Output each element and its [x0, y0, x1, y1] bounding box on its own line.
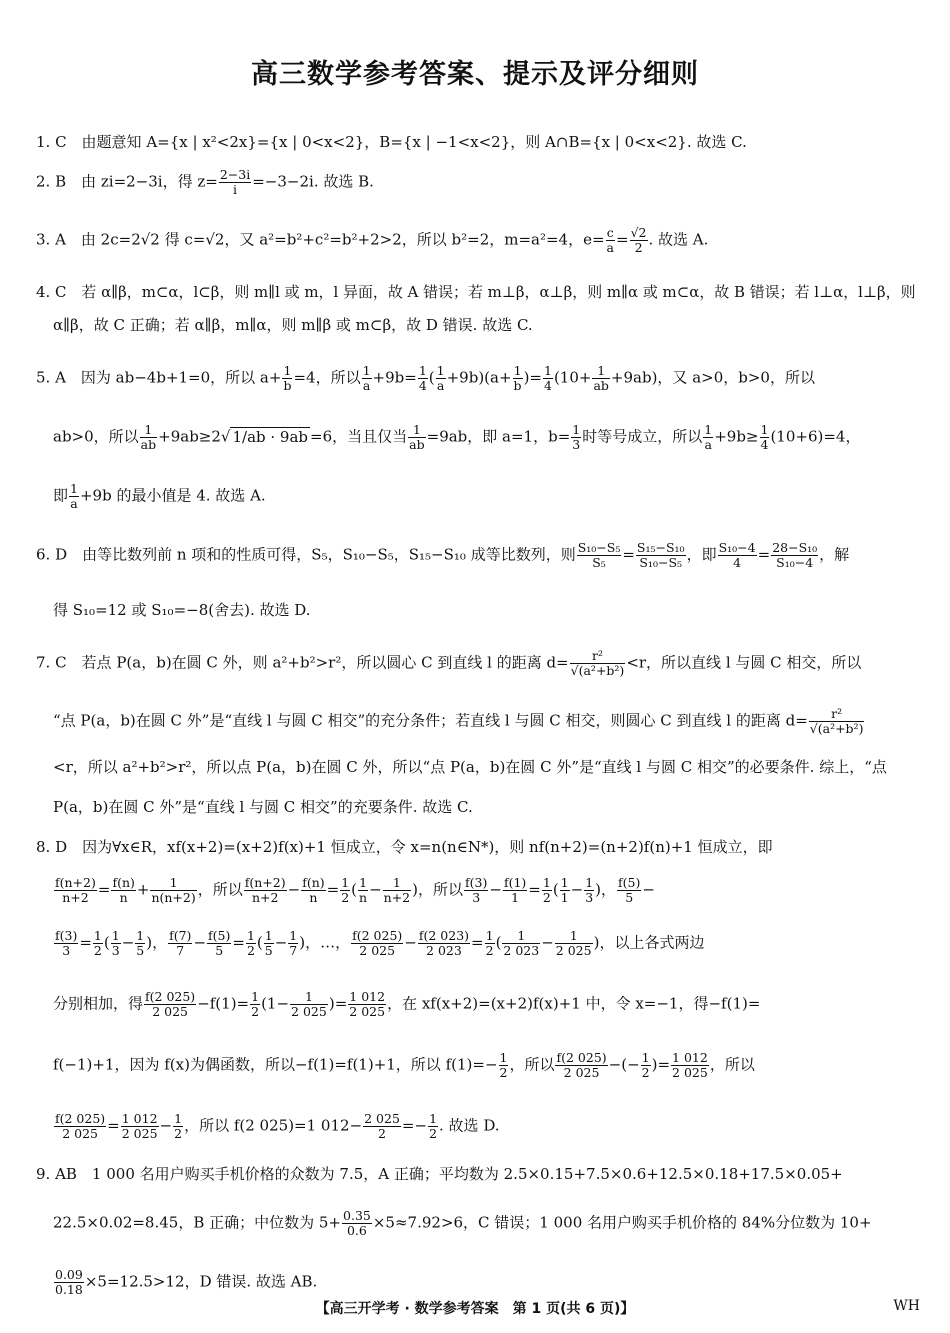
- answer-6-line-2: 得 S₁₀=12 或 S₁₀=−8(舍去). 故选 D.: [53, 601, 311, 619]
- answer-7: [36, 649, 916, 818]
- answer-2-line: [36, 168, 916, 197]
- answer-9: [36, 1163, 916, 1297]
- fraction: $\frac{c}{a}$: [606, 225, 614, 255]
- fraction: $\frac{1}{5}$: [264, 928, 273, 958]
- answer-3-text-a: 3. A 由 2c=2√2 得 c=√2，又 a²=b²+c²=b²+2>2，所以 b²=2，m=a²=4，e=: [36, 230, 605, 249]
- fraction: $\frac{1}{ab}$: [140, 422, 157, 452]
- fraction: $\frac{1}{2}$: [485, 928, 494, 958]
- page-title: 高三数学参考答案、提示及评分细则: [251, 59, 699, 90]
- fraction: $\frac{1}{a}$: [704, 422, 713, 452]
- answer-9-line-3: $\frac{0.09}{0.18}$ ×5=12.5>12，D 错误. 故选 AB.: [55, 1267, 318, 1297]
- fraction: $\frac{1}{2}$: [641, 1050, 650, 1080]
- answer-9-line-2: 22.5×0.02=8.45，B 正确；中位数为 5+ $\frac{0.35}{0.6}$ ×5≈7.92>6，C 错误；1 000 名用户购买手机价格的 84%分位数为 10+: [53, 1208, 872, 1238]
- answer-5-line-2: ab>0，所以 $\frac{1}{ab}$ +9ab≥2√ 1/ab · 9ab =6，当且仅当 $\frac{1}{ab}$ =9ab，即 a=1，b= $\frac{1}{3}$ 时等号成立，所以 $\frac{1}{a}$ +9b≥ $\frac{1}{4}$ (10+6)=4，: [53, 422, 861, 452]
- fraction: $\frac{1}{5}$: [136, 928, 145, 958]
- fraction: $\frac{1}{2 025}$: [555, 928, 592, 958]
- fraction: $\frac{1}{2}$: [542, 875, 551, 905]
- answer-4-line-1: 4. C 若 α∥β，m⊂α，l⊂β，则 m∥l 或 m，l 异面，故 A 错误；若 m⊥β，α⊥β，则 m∥α 或 m⊂α，故 B 错误；若 l⊥α，l⊥β，则: [36, 283, 916, 301]
- answer-7-line-1: 7. C 若点 P(a，b)在圆 C 外，则 a²+b²>r²，所以圆心 C 到直线 l 的距离 d= $\frac{\text{r²}}{\text{√(a²+b²)}}$ <r，所以直线 l 与圆 C 相交，所以: [36, 648, 862, 678]
- fraction: $\frac{1}{7}$: [289, 928, 298, 958]
- fraction: $\frac{1}{4}$: [418, 363, 427, 393]
- square-root: 1/ab · 9ab: [232, 427, 309, 446]
- answer-4: [36, 281, 916, 336]
- fraction: $\frac{√2}{2}$: [630, 225, 647, 255]
- fraction: $\frac{f(5)}{5}$: [208, 928, 231, 958]
- fraction: $\frac{1}{4}$: [760, 422, 769, 452]
- fraction: $\frac{1}{2}$: [341, 875, 350, 905]
- fraction: $\frac{1}{a}$: [436, 363, 445, 393]
- answer-8-line-4: 分别相加，得 $\frac{f(2 025)}{2 025}$ −f(1)= $\frac{1}{2}$ (1− $\frac{1}{2 025}$ )= $\frac{1 012}{2 025}$ ，在 xf(x+2)=(x+2)f(x)+1 中，令 x=−1，得−f(1)=: [53, 989, 761, 1019]
- answer-9-line-1: 9. AB 1 000 名用户购买手机价格的众数为 7.5，A 正确；平均数为 2.5×0.15+7.5×0.6+12.5×0.18+17.5×0.05+: [36, 1165, 843, 1183]
- fraction: $\frac{f(2 025)}{2 025}$: [352, 928, 403, 958]
- answer-7-line-2: “点 P(a，b)在圆 C 外”是“直线 l 与圆 C 相交”的充分条件；若直线 l 与圆 C 相交，则圆心 C 到直线 l 的距离 d= $\frac{\text{r²}}{\text{√(a²+b²)}}$: [53, 706, 864, 736]
- fraction: $\frac{1}{n}$: [359, 875, 368, 905]
- fraction: $\frac{1}{b}$: [283, 363, 292, 393]
- fraction: $\frac{1}{2}$: [246, 928, 255, 958]
- fraction: $\frac{\text{S₁₅−S₁₀}}{\text{S₁₀−S₅}}$: [636, 540, 685, 570]
- fraction: $\frac{1}{2 023}$: [503, 928, 540, 958]
- fraction: $\frac{f(3)}{3}$: [465, 875, 488, 905]
- answer-1: [36, 131, 916, 153]
- answer-2-text-b: =−3−2i. 故选 B.: [252, 172, 374, 191]
- fraction: $\frac{1}{3}$: [111, 928, 120, 958]
- fraction: $\frac{2 025}{2}$: [364, 1111, 400, 1141]
- fraction: $\frac{f(2 025)}{2 025}$: [556, 1050, 607, 1080]
- fraction: $\frac{f(n)}{n}$: [112, 875, 135, 905]
- fraction: $\frac{1}{2}$: [429, 1111, 438, 1141]
- answer-7-line-4: P(a，b)在圆 C 外”是“直线 l 与圆 C 相交”的充要条件. 故选 C.: [53, 798, 473, 816]
- fraction: $\frac{0.09}{0.18}$: [55, 1267, 83, 1297]
- fraction: $\frac{f(1)}{1}$: [503, 875, 527, 905]
- answer-8-line-3: $\frac{f(3)}{3}$ = $\frac{1}{2}$ ( $\frac{1}{3}$ − $\frac{1}{5}$ )， $\frac{f(7)}{7}$ − $\frac{f(5)}{5}$ = $\frac{1}{2}$ ( $\frac{1}{5}$ − $\frac{1}{7}$ )，…， $\frac{f(2 025)}{2 025}$ − $\frac{f(2 023)}{2 023}$ = $\frac{1}{2}$ ( $\frac{1}{2 023}$ − $\frac{1}{2 025}$ )，以上各式两边: [55, 928, 705, 958]
- answer-3-text-b: . 故选 A.: [648, 230, 709, 249]
- fraction: $\frac{1}{2}$: [499, 1050, 508, 1080]
- fraction: $\frac{\text{r²}}{\text{√(a²+b²)}}$: [570, 648, 625, 678]
- fraction: $\frac{\text{r²}}{\text{√(a²+b²)}}$: [809, 706, 864, 736]
- answer-8-line-5: f(−1)+1，因为 f(x)为偶函数，所以−f(1)=f(1)+1，所以 f(1)=− $\frac{1}{2}$ ，所以 $\frac{f(2 025)}{2 025}$ −(− $\frac{1}{2}$ )= $\frac{1 012}{2 025}$ ，所以: [53, 1050, 755, 1080]
- fraction: $\frac{1 012}{2 025}$: [672, 1050, 708, 1080]
- fraction: $\frac{1 012}{2 025}$: [349, 989, 386, 1019]
- fraction: $\frac{1 012}{2 025}$: [121, 1111, 158, 1141]
- fraction: $\frac{1}{2 025}$: [291, 989, 327, 1019]
- fraction: $\frac{f(7)}{7}$: [169, 928, 192, 958]
- answer-5-line-3: 即 $\frac{1}{a}$ +9b 的最小值是 4. 故选 A.: [53, 481, 266, 511]
- fraction: $\frac{f(n+2)}{n+2}$: [55, 875, 96, 905]
- fraction: $\frac{\text{28−S₁₀}}{\text{S₁₀−4}}$: [772, 540, 818, 570]
- fraction: $\frac{\text{S₁₀−4}}{4}$: [718, 540, 756, 570]
- fraction: $\frac{1}{ab}$: [409, 422, 425, 452]
- fraction: $\frac{1}{2}$: [174, 1111, 183, 1141]
- fraction: $\frac{2-3i}{i}$: [219, 167, 251, 197]
- corner-mark: WH: [893, 1298, 920, 1314]
- answer-8-line-2: $\frac{f(n+2)}{n+2}$ = $\frac{f(n)}{n}$ + $\frac{1}{n(n+2)}$ ，所以 $\frac{f(n+2)}{n+2}$ − $\frac{f(n)}{n}$ = $\frac{1}{2}$ ( $\frac{1}{n}$ − $\frac{1}{n+2}$ )，所以 $\frac{f(3)}{3}$ − $\frac{f(1)}{1}$ = $\frac{1}{2}$ ( $\frac{1}{1}$ − $\frac{1}{3}$ )， $\frac{f(5)}{5}$ −: [55, 875, 655, 905]
- fraction: $\frac{1}{2}$: [251, 989, 260, 1019]
- fraction: $\frac{f(n)}{n}$: [302, 875, 325, 905]
- answer-5: [36, 364, 916, 511]
- fraction: $\frac{1}{n(n+2)}$: [151, 875, 196, 905]
- fraction: $\frac{f(n+2)}{n+2}$: [244, 875, 286, 905]
- answer-4-line-2: α∥β，故 C 正确；若 α∥β，m∥α，则 m∥β 或 m⊂β，故 D 错误. 故选 C.: [53, 316, 533, 334]
- answer-8: [36, 836, 916, 1141]
- fraction: $\frac{f(3)}{3}$: [55, 928, 78, 958]
- fraction: $\frac{1}{1}$: [560, 875, 569, 905]
- page-footer: 【高三开学考 · 数学参考答案 第 1 页(共 6 页)】: [315, 1301, 635, 1317]
- fraction: $\frac{1}{ab}$: [593, 363, 609, 393]
- equals-sign: =: [616, 230, 629, 249]
- fraction: $\frac{f(5)}{5}$: [618, 875, 641, 905]
- fraction: $\frac{f(2 023)}{2 023}$: [418, 928, 470, 958]
- answer-5-line-1: 5. A 因为 ab−4b+1=0，所以 a+ $\frac{1}{b}$ =4，所以 $\frac{1}{a}$ +9b= $\frac{1}{4}$ ( $\frac{1}{a}$ +9b)(a+ $\frac{1}{b}$ )= $\frac{1}{4}$ (10+ $\frac{1}{ab}$ +9ab)，又 a>0，b>0，所以: [36, 363, 815, 393]
- fraction: $\frac{1}{b}$: [513, 363, 522, 393]
- answer-3: [36, 226, 916, 255]
- answer-2: [36, 168, 916, 197]
- answer-8-line-1: 8. D 因为∀x∈R，xf(x+2)=(x+2)f(x)+1 恒成立，令 x=n(n∈N*)，则 nf(n+2)=(n+2)f(n)+1 恒成立，即: [36, 838, 773, 856]
- fraction: $\frac{f(2 025)}{2 025}$: [145, 989, 196, 1019]
- answer-3-line: [36, 226, 916, 255]
- fraction: $\frac{1}{3}$: [585, 875, 594, 905]
- fraction: $\frac{1}{4}$: [543, 363, 552, 393]
- fraction: $\frac{1}{a}$: [362, 363, 371, 393]
- answer-7-line-3: <r，所以 a²+b²>r²，所以点 P(a，b)在圆 C 外，所以“点 P(a，b)在圆 C 外”是“直线 l 与圆 C 相交”的必要条件. 综上，“点: [53, 758, 887, 776]
- answer-1-line: 1. C 由题意知 A={x | x²<2x}={x | 0<x<2}，B={x | −1<x<2}，则 A∩B={x | 0<x<2}. 故选 C.: [36, 133, 747, 151]
- answer-body: [36, 128, 916, 1297]
- answer-8-line-6: $\frac{f(2 025)}{2 025}$ = $\frac{1 012}{2 025}$ − $\frac{1}{2}$ ，所以 f(2 025)=1 012− $\frac{2 025}{2}$ =− $\frac{1}{2}$ . 故选 D.: [55, 1111, 500, 1141]
- fraction: $\frac{1}{a}$: [70, 481, 78, 511]
- answer-6-line-1: 6. D 由等比数列前 n 项和的性质可得，S₅，S₁₀−S₅，S₁₅−S₁₀ 成等比数列，则 $\frac{\text{S₁₀−S₅}}{\text{S₅}}$ = $\frac{\text{S₁₅−S₁₀}}{\text{S₁₀−S₅}}$ ，即 $\frac{\text{S₁₀−4}}{4}$ = $\frac{\text{28−S₁₀}}{\text{S₁₀−4}}$ ，解: [36, 540, 850, 570]
- fraction: $\frac{f(2 025)}{2 025}$: [55, 1111, 106, 1141]
- fraction: $\frac{\text{S₁₀−S₅}}{\text{S₅}}$: [577, 540, 621, 570]
- fraction: $\frac{1}{2}$: [93, 928, 102, 958]
- fraction: $\frac{1}{n+2}$: [383, 875, 411, 905]
- answer-6: [36, 541, 916, 621]
- fraction: $\frac{0.35}{0.6}$: [343, 1208, 371, 1238]
- answer-2-text-a: 2. B 由 zi=2−3i，得 z=: [36, 172, 218, 191]
- fraction: $\frac{1}{3}$: [572, 422, 581, 452]
